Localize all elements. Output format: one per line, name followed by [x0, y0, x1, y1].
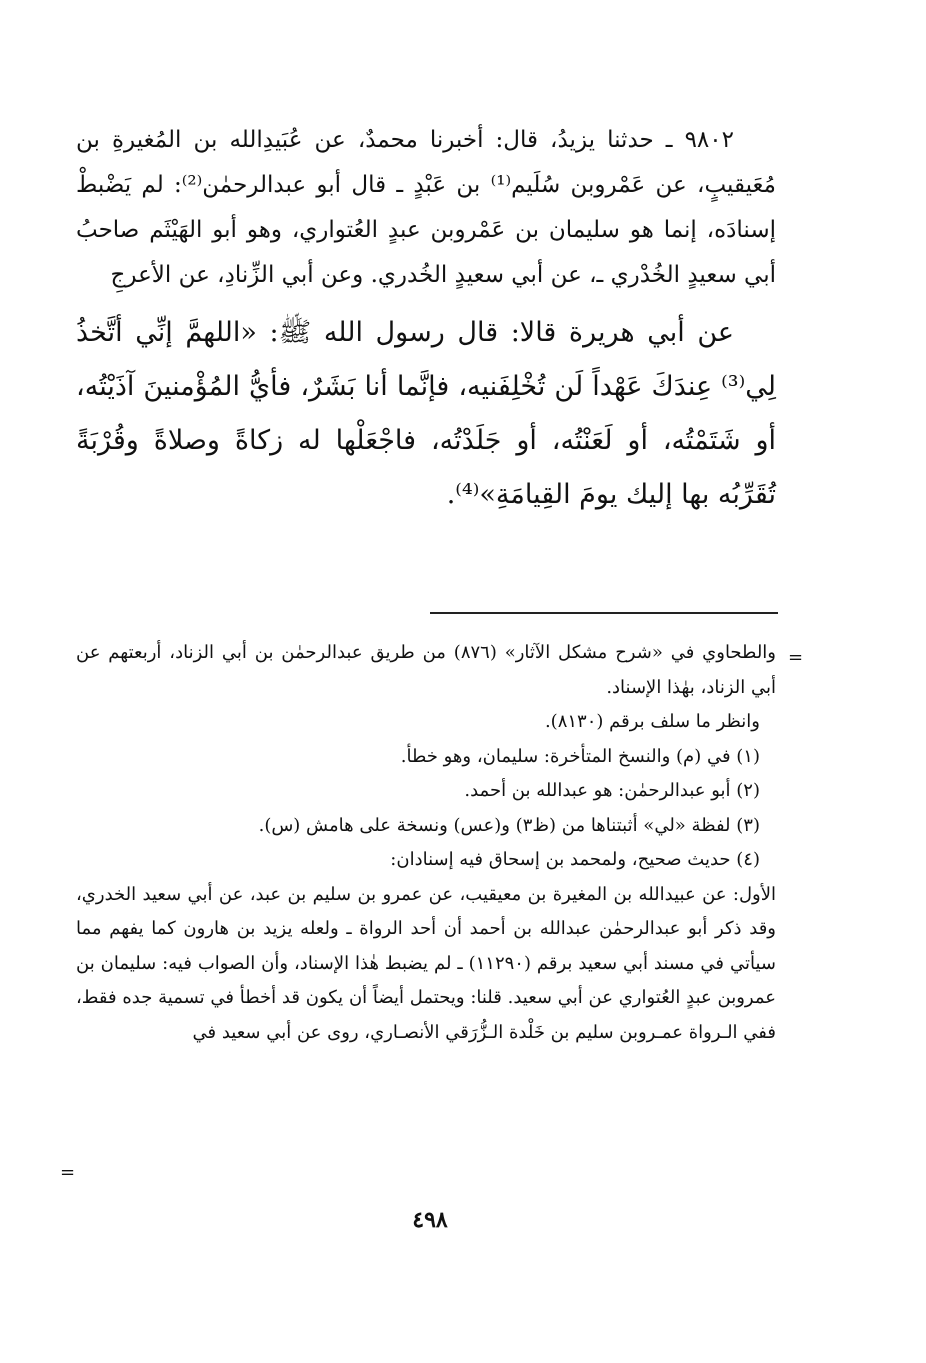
footnote-see-also: وانظر ما سلف برقم (٨١٣٠). — [544, 711, 760, 732]
footnote-separator — [430, 612, 778, 614]
footnote-continuation-mark-bottom: = — [60, 1162, 76, 1183]
main-text-block — [76, 118, 776, 522]
footnote-4: (٤) حديث صحيح، ولمحمد بن إسحاق فيه إسنادان: — [390, 849, 760, 870]
hadith-text-paragraph: عن أبي هريرة قالا: قال رسول الله ﷺ: «اللهمَّ إنِّي أتَّخذُ لِي⁽³⁾ عِندَكَ عَهْداً لَن تُخْلِفَنيه، فإنَّما أنا بَشَرٌ، فأيُّ المُؤْمنينَ آذَيْتُه، أو شَتَمْتُه، أو لَعَنْتُه، أو جَلَدْتُه، فاجْعَلْها له زكاةً وصلاةً وقُرْبَةً تُقَرِّبُه بها إليك يومَ القِيامَةِ»⁽⁴⁾. — [76, 317, 776, 510]
footnotes-block — [76, 636, 804, 1050]
footnote-2: (٢) أبو عبدالرحمٰن: هو عبدالله بن أحمد. — [464, 780, 760, 801]
footnote-1: (١) في (م) والنسخ المتأخرة: سليمان، وهو خطأ. — [400, 745, 760, 767]
footnote-3: (٣) لفظة «لي» أثبتناها من (ظ٣) و(عس) ونسخة على هامش (س). — [258, 814, 760, 836]
hadith-chain-paragraph: ٩٨٠٢ ـ حدثنا يزيدُ، قال: أخبرنا محمدٌ، عن عُبَيدِالله بن المُغيرةِ بن مُعَيقيبٍ، عن عَمْروبن سُلَيم⁽¹⁾ بن عَبْدٍ ـ قال أبو عبدالرحمٰن⁽²⁾: لم يَضْبطْ إسنادَه، إنما هو سليمان بن عَمْروبن عبدٍ العُتواري، وهو أبو الهَيْثَم صاحبُ أبي سعيدٍ الخُدْري ـ، عن أبي سعيدٍ الخُدري. وعن أبي الزِّنادِ، عن الأعرجِ — [76, 127, 776, 288]
footnote-4-body: الأول: عن عبيدالله بن المغيرة بن معيقيب، عن عمرو بن سليم بن عبد، عن أبي سعيد الخدري، وقد ذكر أبو عبدالرحمٰن عبدالله بن أحمد أن أحد الرواة ـ ولعله يزيد بن هارون كما يفهم مما سيأتي في مسند أبي سعيد برقم (١١٢٩٠) ـ لم يضبط هٰذا الإسناد، وأن الصواب فيه: سليمان بن عمروبن عبدٍ العُتواري عن أبي سعيد. قلنا: ويحتمل أيضاً أن يكون قد أخطأ في تسمية جده فقط، ففي الـرواة عمـروبن سليم بن خَلْدة الـزُّرَقي الأنصـاري، روى عن أبي سعيد في — [76, 883, 776, 1043]
footnote-continuation-mark-top: = — [788, 647, 804, 668]
footnote-continuation-text: والطحاوي في «شرح مشكل الآثار» (٨٧٦) من طريق عبدالرحمٰن بن أبي الزناد، أربعتهم عن أبي الزناد، بهٰذا الإسناد. — [76, 642, 776, 698]
page-number: ٤٩٨ — [412, 1207, 448, 1233]
